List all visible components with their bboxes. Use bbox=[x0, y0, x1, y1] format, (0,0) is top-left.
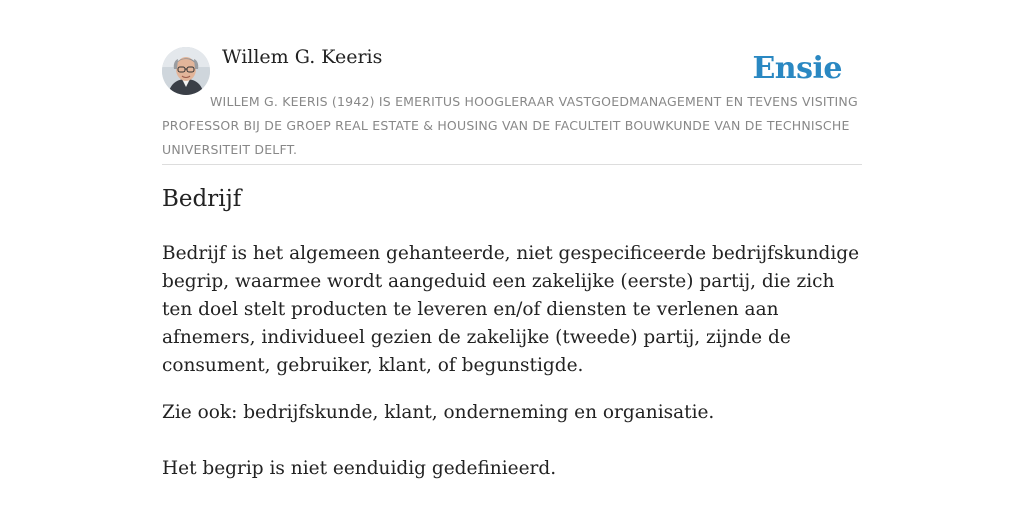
ensie-logo[interactable]: Ensie bbox=[752, 51, 842, 86]
article-paragraph: Het begrip is niet eenduidig gedefinieerd. bbox=[162, 458, 557, 479]
page bbox=[162, 0, 862, 479]
author-header bbox=[162, 0, 862, 165]
person-photo-icon bbox=[162, 47, 210, 95]
article-title: Bedrijf bbox=[162, 186, 242, 212]
article-body bbox=[162, 240, 867, 483]
see-also-paragraph: Zie ook: bedrijfskunde, klant, onderneming en organisatie. bbox=[162, 402, 715, 423]
author-name[interactable]: Willem G. Keeris bbox=[222, 46, 383, 68]
article-paragraph: Bedrijf is het algemeen gehanteerde, niet gespecificeerde bedrijfskundige begrip, waarmee wordt aangeduid een zakelijke (eerste) partij, die zich ten doel stelt producten te leveren en/of diensten te verlenen aan afnemers, individueel gezien de zakelijke (tweede) partij, zijnde de consument, gebruiker, klant, of begunstigde. bbox=[162, 243, 860, 376]
author-bio: WILLEM G. KEERIS (1942) IS EMERITUS HOOGLERAAR VASTGOEDMANAGEMENT EN TEVENS VISITING PROFESSOR BIJ DE GROEP REAL ESTATE & HOUSING VAN DE FACULTEIT BOUWKUNDE VAN DE TECHNISCHE UNIVERSITEIT DELFT. bbox=[162, 94, 858, 157]
author-avatar bbox=[162, 47, 210, 95]
